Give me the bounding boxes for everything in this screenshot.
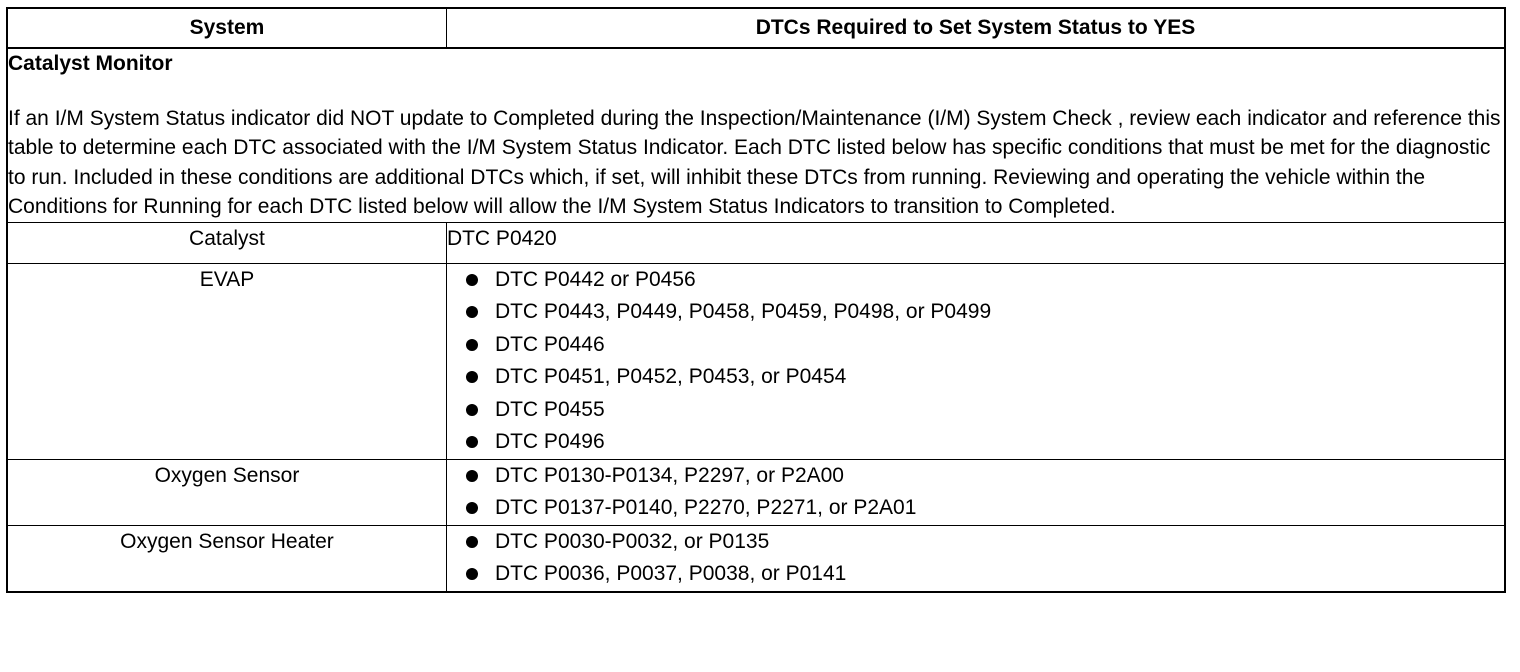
dtc-cell	[446, 263, 1505, 459]
list-item	[447, 526, 1504, 559]
system-cell: Oxygen Sensor	[7, 459, 446, 525]
list-item	[447, 296, 1504, 329]
intro-row	[7, 48, 1505, 222]
table-row-catalyst	[7, 222, 1505, 263]
list-item	[447, 558, 1504, 591]
bullet-icon	[466, 470, 478, 482]
list-item	[447, 394, 1504, 427]
list-item	[447, 426, 1504, 459]
dtc-item-text: DTC P0496	[494, 430, 605, 453]
intro-cell	[7, 48, 1505, 222]
table-row-oxygen-sensor	[7, 459, 1505, 525]
dtc-item-text: DTC P0137-P0140, P2270, P2271, or P2A01	[494, 496, 917, 519]
bullet-icon	[466, 536, 478, 548]
dtc-cell	[446, 525, 1505, 592]
bullet-icon	[466, 274, 478, 286]
dtc-cell	[446, 459, 1505, 525]
dtc-item-text: DTC P0443, P0449, P0458, P0459, P0498, or P0499	[494, 300, 992, 323]
dtc-list	[447, 526, 1504, 591]
system-cell: EVAP	[7, 263, 446, 459]
list-item	[447, 492, 1504, 525]
dtc-list	[447, 460, 1504, 525]
bullet-icon	[466, 371, 478, 383]
dtc-list	[447, 264, 1504, 459]
bullet-icon	[466, 306, 478, 318]
dtc-item-text: DTC P0442 or P0456	[494, 267, 696, 291]
table-row-evap	[7, 263, 1505, 459]
dtc-item-text: DTC P0130-P0134, P2297, or P2A00	[494, 463, 844, 487]
dtc-item-text: DTC P0036, P0037, P0038, or P0141	[494, 562, 847, 585]
system-cell: Catalyst	[7, 222, 446, 263]
list-item	[447, 329, 1504, 362]
list-item	[447, 361, 1504, 394]
list-item	[447, 460, 1504, 493]
header-row	[7, 8, 1505, 48]
system-cell: Oxygen Sensor Heater	[7, 525, 446, 592]
bullet-icon	[466, 568, 478, 580]
intro-title: Catalyst Monitor	[8, 52, 173, 75]
dtc-cell: DTC P0420	[446, 222, 1505, 263]
dtc-table	[6, 7, 1506, 593]
table-row-oxygen-sensor-heater	[7, 525, 1505, 592]
header-system: System	[7, 8, 446, 48]
bullet-icon	[466, 404, 478, 416]
bullet-icon	[466, 339, 478, 351]
bullet-icon	[466, 436, 478, 448]
dtc-item-text: DTC P0030-P0032, or P0135	[494, 529, 770, 553]
bullet-icon	[466, 502, 478, 514]
header-dtcs: DTCs Required to Set System Status to YES	[446, 8, 1505, 48]
list-item	[447, 264, 1504, 297]
dtc-item-text: DTC P0446	[494, 332, 605, 356]
dtc-item-text: DTC P0451, P0452, P0453, or P0454	[494, 365, 847, 388]
dtc-item-text: DTC P0455	[494, 397, 605, 421]
intro-body: If an I/M System Status indicator did NOT update to Completed during the Inspection/Maintenance (I/M) System Check , review each indicator and reference this table to determine each DTC associated with the I/M System Status Indicator. Each DTC listed below has specific conditions that must be met for the diagnostic to run. Included in these conditions are additional DTCs which, if set, will inhibit these DTCs from running. Reviewing and operating the vehicle within the Conditions for Running for each DTC listed below will allow the I/M System Status Indicators to transition to Completed.	[8, 106, 1501, 218]
